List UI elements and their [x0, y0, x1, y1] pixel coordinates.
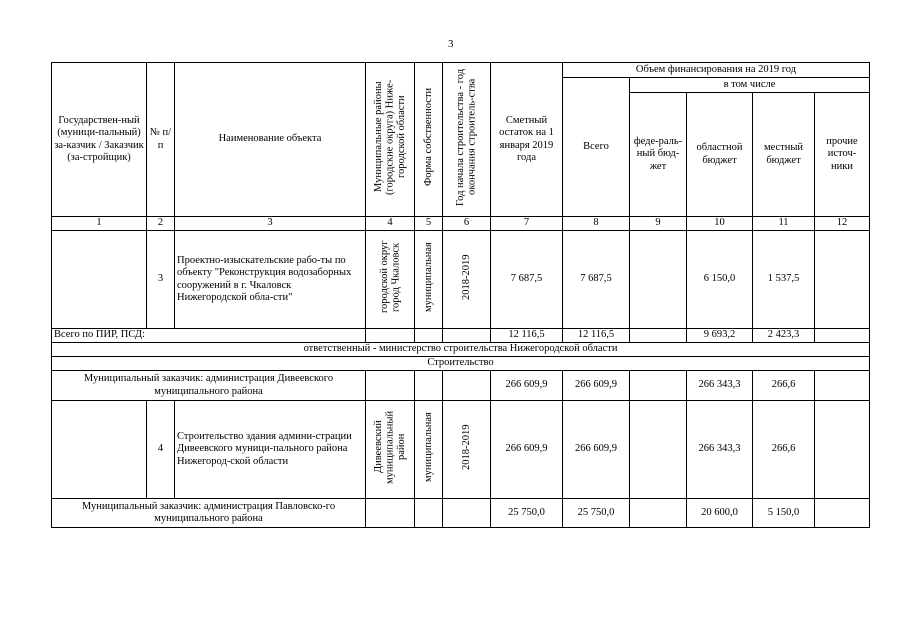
col-number: 4	[366, 217, 415, 231]
empty-cell	[415, 371, 443, 401]
col-number: 3	[175, 217, 366, 231]
cell-object-name: Строительство здания админи-страции Дивеевского муници-пального района Нижегород-ской области	[175, 401, 366, 499]
col-number: 12	[815, 217, 870, 231]
cell-number: 3	[147, 231, 175, 329]
header-local: местный бюджет	[753, 93, 815, 217]
total-regional: 9 693,2	[687, 329, 753, 343]
header-other: прочие источ-ники	[815, 93, 870, 217]
empty-cell	[443, 499, 491, 528]
col-number: 2	[147, 217, 175, 231]
empty-cell	[815, 371, 870, 401]
cell-number: 4	[147, 401, 175, 499]
cell-federal	[630, 231, 687, 329]
customer-row	[52, 371, 870, 401]
col-number: 8	[563, 217, 630, 231]
header-funding: Объем финансирования на 2019 год	[563, 63, 870, 78]
empty-cell	[630, 371, 687, 401]
header-ownership: Форма собственности	[415, 63, 443, 217]
header-regional: областной бюджет	[687, 93, 753, 217]
table-row	[52, 401, 870, 499]
page-number: 3	[448, 38, 454, 50]
table-row	[52, 231, 870, 329]
responsible-row: ответственный - министерство строительства Нижегородской области	[52, 343, 870, 357]
total-remainder: 12 116,5	[491, 329, 563, 343]
cell-object-name: Проектно-изыскательские рабо-ты по объекту "Реконструкция водозаборных сооружений в г. Чкаловск Нижегородской обла-сти"	[175, 231, 366, 329]
cell-federal	[630, 401, 687, 499]
col-number: 5	[415, 217, 443, 231]
total-row	[52, 329, 870, 343]
cell-customer	[52, 231, 147, 329]
header-years: Год начала строительства - год окончания строитель-ства	[443, 63, 491, 217]
header-number: № п/п	[147, 63, 175, 217]
customer-row	[52, 499, 870, 528]
header-district: Муниципальные районы (городские округа) Ниже-городской области	[366, 63, 415, 217]
total-local: 2 423,3	[753, 329, 815, 343]
customer-total: 25 750,0	[563, 499, 630, 528]
cell-other	[815, 231, 870, 329]
customer-remainder: 25 750,0	[491, 499, 563, 528]
section-row: Строительство	[52, 357, 870, 371]
customer-local: 5 150,0	[753, 499, 815, 528]
customer-total: 266 609,9	[563, 371, 630, 401]
header-including: в том числе	[630, 78, 870, 93]
financing-table	[51, 62, 870, 528]
customer-local: 266,6	[753, 371, 815, 401]
empty-cell	[366, 371, 415, 401]
header-customer: Государствен-ный (муници-пальный) за-казчик / Заказчик (за-стройщик)	[52, 63, 147, 217]
col-number: 10	[687, 217, 753, 231]
customer-remainder: 266 609,9	[491, 371, 563, 401]
cell-local: 1 537,5	[753, 231, 815, 329]
cell-local: 266,6	[753, 401, 815, 499]
empty-cell	[366, 499, 415, 528]
cell-ownership: муниципальная	[415, 401, 443, 499]
col-number: 11	[753, 217, 815, 231]
customer-label: Муниципальный заказчик: администрация Дивеевского муниципального района	[52, 371, 366, 401]
col-number: 7	[491, 217, 563, 231]
cell-total: 266 609,9	[563, 401, 630, 499]
cell-ownership: муниципальная	[415, 231, 443, 329]
cell-district: Дивеевский муниципальный район	[366, 401, 415, 499]
header-federal: феде-раль-ный бюд-жет	[630, 93, 687, 217]
header-remainder: Сметный остаток на 1 января 2019 года	[491, 63, 563, 217]
header-object-name: Наименование объекта	[175, 63, 366, 217]
cell-regional: 6 150,0	[687, 231, 753, 329]
total-label: Всего по ПИР, ПСД:	[52, 329, 366, 343]
col-number: 6	[443, 217, 491, 231]
empty-cell	[815, 329, 870, 343]
cell-remainder: 7 687,5	[491, 231, 563, 329]
customer-regional: 20 600,0	[687, 499, 753, 528]
column-number-row	[52, 217, 870, 231]
cell-district: городской округ город Чкаловск	[366, 231, 415, 329]
cell-years: 2018-2019	[443, 231, 491, 329]
cell-years: 2018-2019	[443, 401, 491, 499]
total-total: 12 116,5	[563, 329, 630, 343]
header-total: Всего	[563, 78, 630, 217]
empty-cell	[415, 499, 443, 528]
empty-cell	[415, 329, 443, 343]
empty-cell	[630, 329, 687, 343]
col-number: 9	[630, 217, 687, 231]
cell-regional: 266 343,3	[687, 401, 753, 499]
cell-other	[815, 401, 870, 499]
customer-label: Муниципальный заказчик: администрация Павловско-го муниципального района	[52, 499, 366, 528]
empty-cell	[443, 371, 491, 401]
cell-remainder: 266 609,9	[491, 401, 563, 499]
empty-cell	[815, 499, 870, 528]
cell-customer	[52, 401, 147, 499]
cell-total: 7 687,5	[563, 231, 630, 329]
customer-regional: 266 343,3	[687, 371, 753, 401]
empty-cell	[443, 329, 491, 343]
empty-cell	[630, 499, 687, 528]
col-number: 1	[52, 217, 147, 231]
empty-cell	[366, 329, 415, 343]
